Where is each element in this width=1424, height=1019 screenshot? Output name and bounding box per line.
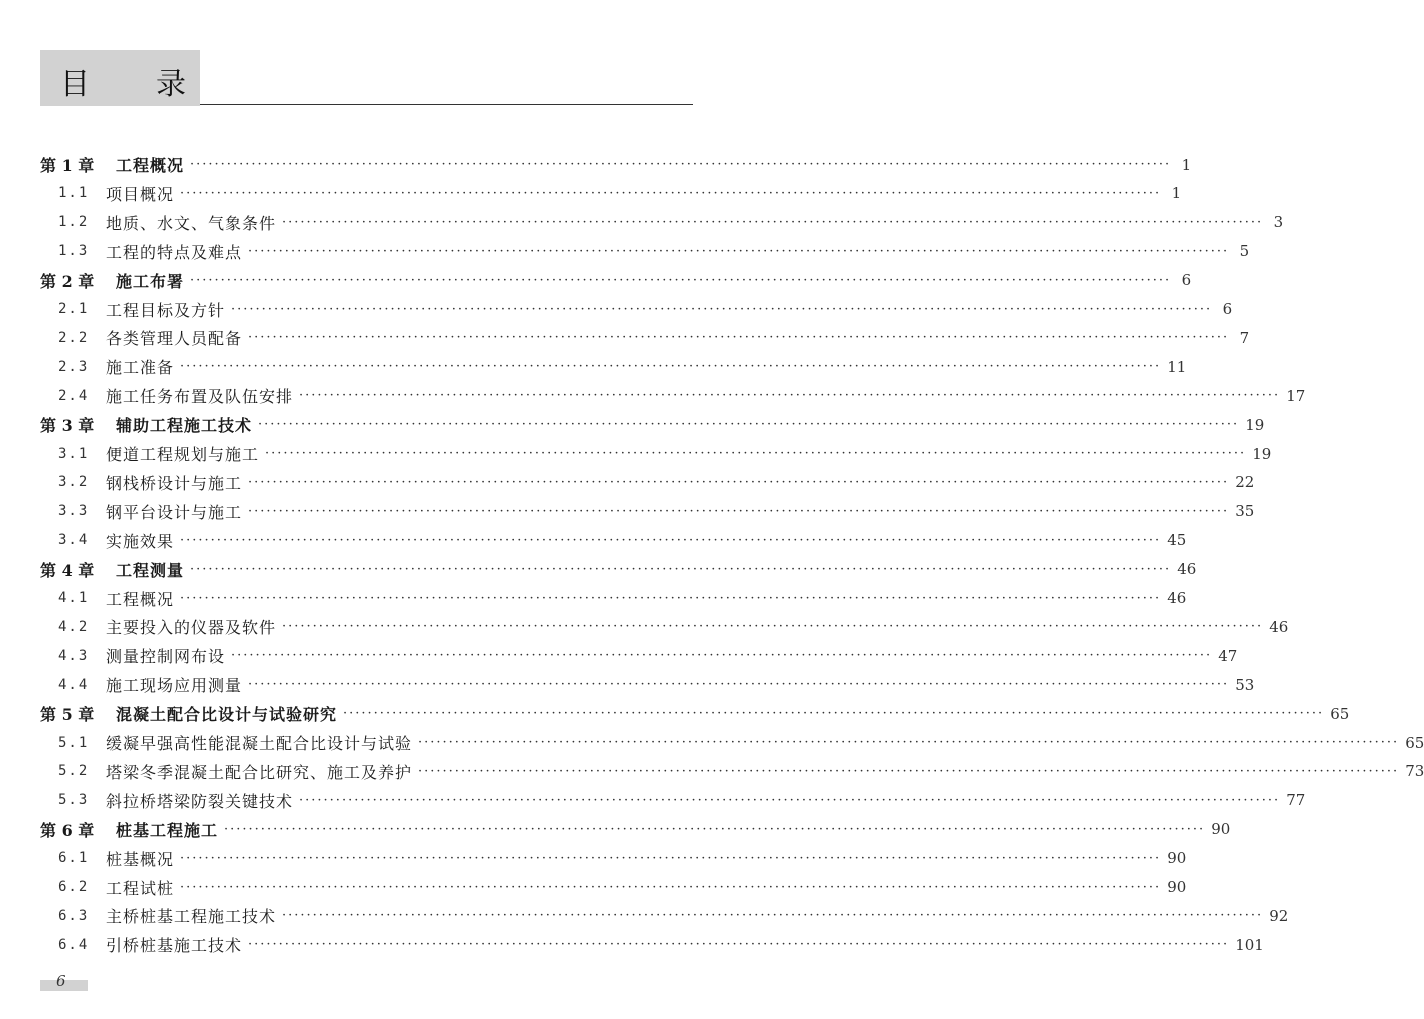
toc-entry-label: 实施效果 xyxy=(106,531,175,551)
toc-entry-number: 第 4 章 xyxy=(40,560,95,580)
toc-entry-number: 2.2 xyxy=(58,329,90,346)
dot-leader: ································································································································································ xyxy=(180,185,1162,201)
toc-entry-label: 施工准备 xyxy=(106,358,175,378)
toc-section-row[interactable] xyxy=(0,497,1255,526)
toc-section-row[interactable] xyxy=(0,728,1424,757)
toc-section-row[interactable] xyxy=(0,208,1284,237)
toc-entry-label: 工程目标及方针 xyxy=(106,300,226,320)
dot-leader: ································································································································································ xyxy=(180,850,1162,866)
toc-entry-page: 46 xyxy=(1167,589,1187,607)
toc-entry-page: 47 xyxy=(1218,646,1238,665)
toc-chapter-row[interactable] xyxy=(0,699,1350,728)
toc-section-row[interactable] xyxy=(0,352,1187,381)
toc-entry-page: 90 xyxy=(1211,820,1231,839)
toc-section-row[interactable] xyxy=(0,873,1187,902)
toc-entry-label: 各类管理人员配备 xyxy=(106,329,243,349)
toc-entry-number: 6.1 xyxy=(58,850,90,867)
toc-section-row[interactable] xyxy=(0,786,1306,815)
toc-section-row[interactable] xyxy=(0,901,1289,930)
toc-entry-number: 3.4 xyxy=(58,532,90,549)
toc-entry-page: 7 xyxy=(1239,328,1250,347)
toc-entry-label: 主桥桩基工程施工技术 xyxy=(106,907,277,927)
toc-entry-page: 35 xyxy=(1235,502,1255,521)
toc-entry-page: 22 xyxy=(1235,473,1255,492)
toc-entry-page: 6 xyxy=(1181,271,1192,290)
toc-entry-page: 17 xyxy=(1286,386,1306,405)
toc-entry-page: 1 xyxy=(1171,184,1182,203)
toc-chapter-row[interactable] xyxy=(0,410,1265,439)
toc-entry-page: 45 xyxy=(1167,531,1187,550)
toc-entry-number: 4.2 xyxy=(58,618,90,635)
toc-section-row[interactable] xyxy=(0,612,1289,641)
toc-entry-page: 19 xyxy=(1252,444,1272,463)
toc-entry-page: 19 xyxy=(1245,415,1265,434)
toc-entry-label: 缓凝早强高性能混凝土配合比设计与试验 xyxy=(106,734,413,753)
toc-entry-page: 92 xyxy=(1269,906,1289,925)
toc-entry-page: 65 xyxy=(1330,704,1350,723)
toc-section-row[interactable] xyxy=(0,468,1255,497)
toc-entry-label: 施工现场应用测量 xyxy=(106,676,243,696)
toc-entry-number: 第 3 章 xyxy=(40,416,95,436)
toc-entry-number: 2.3 xyxy=(58,358,90,375)
toc-section-row[interactable] xyxy=(0,237,1250,266)
toc-chapter-row[interactable] xyxy=(0,815,1231,844)
toc-entry-label: 地质、水文、气象条件 xyxy=(106,213,277,233)
toc-entry-number: 3.1 xyxy=(58,445,90,462)
dot-leader: ································································································································································ xyxy=(180,359,1162,375)
toc-entry-page: 90 xyxy=(1167,849,1187,868)
dot-leader: ································································································································································ xyxy=(180,590,1162,606)
toc-section-row[interactable] xyxy=(0,439,1272,468)
toc-chapter-row[interactable] xyxy=(0,555,1197,584)
dot-leader: ································································································································································ xyxy=(190,561,1172,577)
toc-entry-number: 6.2 xyxy=(58,879,90,895)
toc-section-row[interactable] xyxy=(0,930,1264,959)
toc-section-row[interactable] xyxy=(0,584,1187,613)
toc-entry-number: 5.3 xyxy=(58,792,90,809)
toc-entry-number: 第 5 章 xyxy=(40,705,95,725)
toc-entry-page: 90 xyxy=(1167,878,1187,896)
dot-leader: ································································································································································ xyxy=(231,301,1213,317)
toc-entry-label: 工程概况 xyxy=(106,589,175,609)
toc-entry-page: 1 xyxy=(1181,155,1192,174)
toc-section-row[interactable] xyxy=(0,757,1424,786)
toc-entry-label: 工程的特点及难点 xyxy=(106,242,243,262)
toc-section-row[interactable] xyxy=(0,641,1238,670)
toc-entry-number: 5.2 xyxy=(58,763,90,780)
toc-entry-label: 工程试桩 xyxy=(106,878,175,898)
toc-entry-number: 第 2 章 xyxy=(40,271,95,291)
toc-section-row[interactable] xyxy=(0,381,1306,410)
dot-leader: ································································································································································ xyxy=(299,792,1281,808)
dot-leader: ································································································································································ xyxy=(299,388,1281,404)
toc-entry-page: 101 xyxy=(1235,935,1264,954)
toc-entry-label: 钢栈桥设计与施工 xyxy=(106,473,243,493)
footer-page-number: 6 xyxy=(56,972,66,990)
toc-entry-page: 65 xyxy=(1405,733,1424,752)
toc-entry-number: 第 1 章 xyxy=(40,156,95,175)
dot-leader: ································································································································································ xyxy=(265,446,1247,461)
dot-leader: ································································································································································ xyxy=(190,272,1172,288)
toc-entry-label: 辅助工程施工技术 xyxy=(116,416,253,436)
dot-leader: ································································································································································ xyxy=(282,619,1264,635)
toc-section-row[interactable] xyxy=(0,179,1182,208)
toc-entry-page: 46 xyxy=(1177,560,1197,579)
toc-section-row[interactable] xyxy=(0,323,1250,352)
toc-entry-number: 2.1 xyxy=(58,301,90,317)
toc-entry-page: 3 xyxy=(1273,213,1284,232)
toc-section-row[interactable] xyxy=(0,844,1187,873)
toc-entry-label: 施工任务布置及队伍安排 xyxy=(106,387,294,407)
toc-entry-number: 4.1 xyxy=(58,590,90,606)
title-rule xyxy=(200,104,693,105)
toc-section-row[interactable] xyxy=(0,670,1255,699)
toc-entry-number: 1.1 xyxy=(58,185,90,202)
dot-leader: ································································································································································ xyxy=(248,677,1230,693)
dot-leader: ································································································································································ xyxy=(180,879,1162,895)
toc-entry-number: 6.4 xyxy=(58,936,90,953)
toc-entry-label: 主要投入的仪器及软件 xyxy=(106,618,277,638)
toc-entry-label: 斜拉桥塔梁防裂关键技术 xyxy=(106,791,294,811)
dot-leader: ································································································································································ xyxy=(248,937,1230,953)
toc-entry-page: 5 xyxy=(1239,242,1250,261)
toc-entry-number: 4.3 xyxy=(58,647,90,664)
toc-entry-label: 施工布署 xyxy=(116,271,185,291)
toc-entry-number: 3.2 xyxy=(58,474,90,491)
toc-entry-number: 5.1 xyxy=(58,734,90,751)
toc-entry-label: 工程概况 xyxy=(116,156,185,175)
dot-leader: ································································································································································ xyxy=(180,532,1162,548)
toc-entry-label: 测量控制网布设 xyxy=(106,647,226,667)
toc-entry-label: 桩基概况 xyxy=(106,849,175,869)
toc-entry-number: 1.2 xyxy=(58,214,90,231)
dot-leader: ································································································································································ xyxy=(258,417,1240,433)
title-char-2: 录 xyxy=(156,67,186,102)
toc-entry-page: 46 xyxy=(1269,617,1289,636)
toc-entry-page: 6 xyxy=(1222,300,1233,318)
toc-chapter-row[interactable] xyxy=(0,266,1192,295)
dot-leader: ································································································································································ xyxy=(418,735,1400,750)
toc-entry-label: 工程测量 xyxy=(116,560,185,580)
dot-leader: ································································································································································ xyxy=(248,474,1230,490)
toc-entry-number: 3.3 xyxy=(58,503,90,520)
toc-entry-number: 2.4 xyxy=(58,387,90,404)
dot-leader: ································································································································································ xyxy=(231,648,1213,664)
toc-entry-page: 77 xyxy=(1286,791,1306,810)
dot-leader: ································································································································································ xyxy=(248,330,1230,346)
toc-entry-label: 便道工程规划与施工 xyxy=(106,445,260,464)
toc-entry-label: 钢平台设计与施工 xyxy=(106,502,243,522)
dot-leader: ································································································································································ xyxy=(418,763,1400,779)
toc-entry-label: 项目概况 xyxy=(106,184,175,204)
toc-entry-number: 6.3 xyxy=(58,907,90,924)
toc-chapter-row[interactable] xyxy=(0,150,1192,179)
dot-leader: ································································································································································ xyxy=(282,908,1264,924)
toc-entry-page: 53 xyxy=(1235,675,1255,694)
dot-leader: ································································································································································ xyxy=(190,157,1172,172)
toc-entry-label: 引桥桩基施工技术 xyxy=(106,936,243,956)
toc-entry-page: 73 xyxy=(1405,762,1424,781)
title-char-1: 目 xyxy=(60,67,90,102)
toc-entry-number: 1.3 xyxy=(58,243,90,260)
toc-entry-label: 混凝土配合比设计与试验研究 xyxy=(116,705,338,725)
dot-leader: ································································································································································ xyxy=(343,706,1325,722)
toc-entry-number: 4.4 xyxy=(58,676,90,693)
toc-entry-label: 塔梁冬季混凝土配合比研究、施工及养护 xyxy=(106,762,413,782)
dot-leader: ································································································································································ xyxy=(248,503,1230,519)
toc-section-row[interactable] xyxy=(0,526,1187,555)
toc-entry-label: 桩基工程施工 xyxy=(116,820,219,840)
toc-title-block xyxy=(40,50,200,106)
dot-leader: ································································································································································ xyxy=(248,243,1230,259)
toc-section-row[interactable] xyxy=(0,295,1233,324)
dot-leader: ································································································································································ xyxy=(224,821,1206,837)
toc-entry-page: 11 xyxy=(1167,357,1187,376)
dot-leader: ································································································································································ xyxy=(282,214,1264,230)
toc-entry-number: 第 6 章 xyxy=(40,820,95,840)
